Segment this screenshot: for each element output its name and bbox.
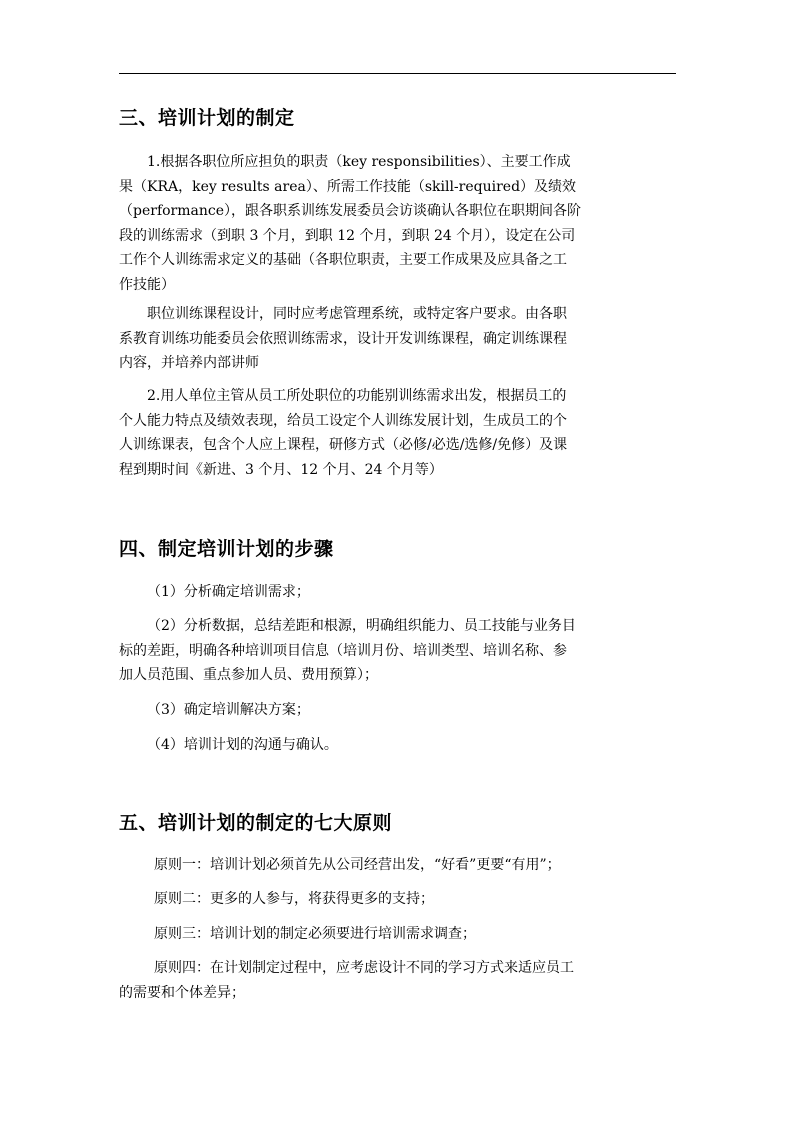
paragraph-line: 的需要和个体差异； bbox=[119, 984, 245, 1001]
paragraph bbox=[119, 580, 676, 605]
paragraph bbox=[119, 384, 676, 482]
paragraph-line: 程到期时间《新进、3 个月、12 个月、24 个月等） bbox=[119, 461, 443, 478]
paragraph-line: 职位训练课程设计，同时应考虑管理系统，或特定客户要求。由各职 bbox=[147, 306, 567, 322]
paragraph-line: 工作个人训练需求定义的基础（各职位职责，主要工作成果及应具备之工 bbox=[119, 252, 567, 268]
paragraph-line: 人训练课表，包含个人应上课程，研修方式（必修/必选/选修/免修）及课 bbox=[119, 437, 568, 453]
header-rule bbox=[119, 73, 676, 74]
paragraph bbox=[119, 853, 676, 878]
paragraph-line: 加人员范围、重点参加人员、费用预算）； bbox=[119, 667, 378, 683]
paragraph-line: （performance），跟各职系训练发展委员会访谈确认各职位在职期间各阶 bbox=[119, 203, 582, 219]
paragraph-line: 原则二：更多的人参与，将获得更多的支持； bbox=[154, 891, 434, 907]
paragraph-line: （3）确定培训解决方案； bbox=[147, 702, 310, 718]
paragraph-line: 内容，并培养内部讲师 bbox=[119, 355, 259, 371]
paragraph-line: 个人能力特点及绩效表现，给员工设定个人训练发展计划，生成员工的个 bbox=[119, 412, 567, 429]
paragraph bbox=[119, 733, 676, 758]
section-heading-5: 五、培训计划的制定的七大原则 bbox=[119, 812, 393, 834]
paragraph-line: （4）培训计划的沟通与确认。 bbox=[147, 737, 338, 753]
section-heading-4: 四、制定培训计划的步骤 bbox=[119, 538, 334, 560]
section-heading-3: 三、培训计划的制定 bbox=[119, 107, 295, 129]
paragraph-line: 标的差距，明确各种培训项目信息（培训月份、培训类型、培训名称、参 bbox=[119, 642, 567, 659]
paragraph bbox=[119, 922, 676, 947]
paragraph-line: 原则四：在计划制定过程中，应考虑设计不同的学习方式来适应员工 bbox=[154, 960, 574, 976]
paragraph-line: 系教育训练功能委员会依照训练需求，设计开发训练课程，确定训练课程 bbox=[119, 330, 567, 347]
paragraph-line: 作技能） bbox=[119, 276, 175, 293]
paragraph-line: 段的训练需求（到职 3 个月，到职 12 个月，到职 24 个月），设定在公司 bbox=[119, 227, 576, 244]
paragraph-line: 1.根据各职位所应担负的职责（key responsibilities）、主要工作成 bbox=[147, 154, 571, 170]
paragraph-line: （2）分析数据，总结差距和根源，明确组织能力、员工技能与业务目 bbox=[147, 618, 576, 634]
paragraph-line: 果（KRA，key results area）、所需工作技能（skill-required）及绩效 bbox=[119, 178, 577, 195]
paragraph-line: 原则一：培训计划必须首先从公司经营出发，“好看”更要“有用”； bbox=[154, 857, 561, 873]
paragraph bbox=[119, 302, 676, 376]
paragraph-line: 2.用人单位主管从员工所处职位的功能别训练需求出发，根据员工的 bbox=[147, 388, 567, 404]
paragraph bbox=[119, 150, 676, 297]
paragraph-line: 原则三：培训计划的制定必须要进行培训需求调查； bbox=[154, 926, 476, 942]
paragraph-line: （1）分析确定培训需求； bbox=[147, 584, 310, 600]
paragraph bbox=[119, 956, 676, 1005]
paragraph bbox=[119, 887, 676, 912]
paragraph bbox=[119, 698, 676, 723]
paragraph bbox=[119, 614, 676, 688]
